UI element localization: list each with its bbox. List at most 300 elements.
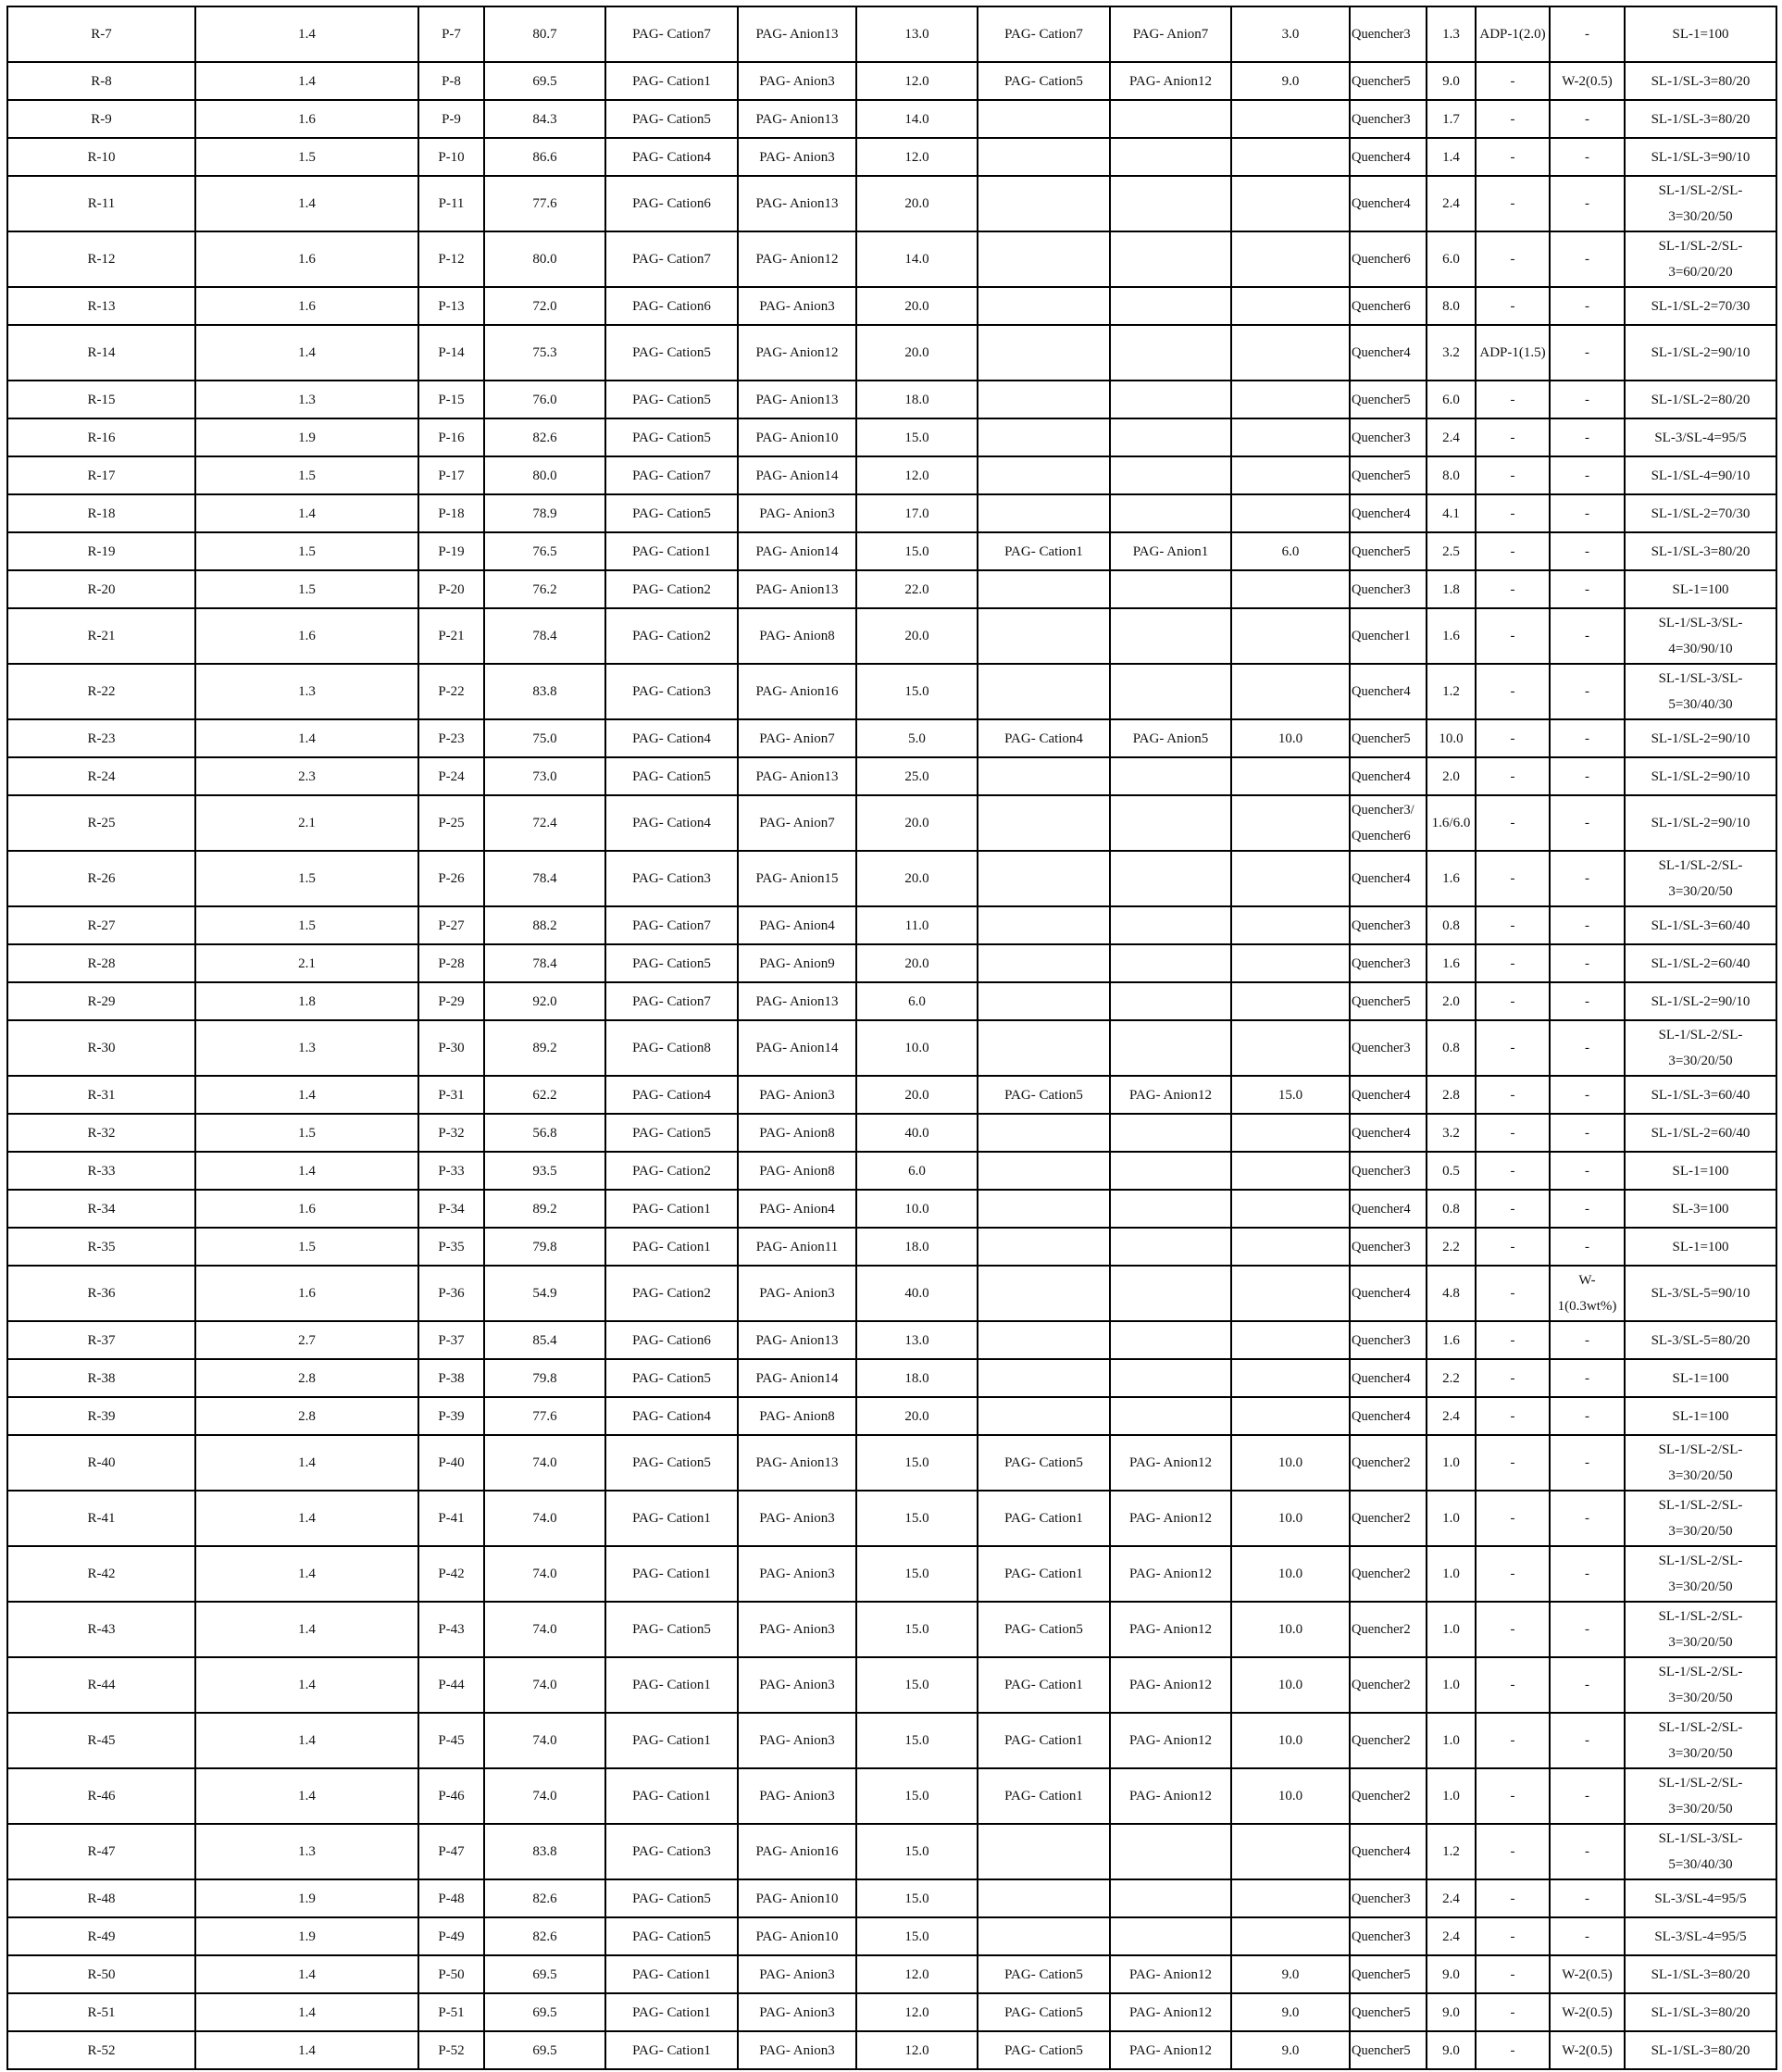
cell-surfactant: - [1550, 795, 1625, 851]
cell-resist-value: 1.4 [195, 1993, 418, 2031]
cell-quencher: Quencher1 [1350, 608, 1427, 664]
cell-pag2-anion [1110, 1917, 1231, 1955]
cell-additive: - [1476, 456, 1550, 494]
cell-resist-id: R-17 [7, 456, 195, 494]
cell-polymer-amount: 76.2 [484, 570, 605, 608]
cell-pag2-anion [1110, 1824, 1231, 1879]
table-body [7, 6, 1776, 2069]
cell-quencher-amount: 1.2 [1427, 1824, 1476, 1879]
cell-pag1-anion: PAG- Anion8 [738, 1114, 856, 1152]
cell-pag2-amount [1231, 418, 1350, 456]
cell-quencher: Quencher2 [1350, 1602, 1427, 1657]
cell-pag1-cation: PAG- Cation1 [605, 1228, 738, 1266]
cell-polymer-id: P-29 [418, 982, 484, 1020]
cell-pag2-anion [1110, 1359, 1231, 1397]
cell-additive: - [1476, 944, 1550, 982]
cell-additive: - [1476, 1020, 1550, 1076]
table-row [7, 1076, 1776, 1114]
cell-solvent-ratio: SL-1=100 [1625, 6, 1776, 62]
cell-pag1-amount: 15.0 [856, 1917, 978, 1955]
cell-solvent-ratio: SL-1/SL-4=90/10 [1625, 456, 1776, 494]
cell-surfactant: - [1550, 418, 1625, 456]
cell-quencher-amount: 1.6/6.0 [1427, 795, 1476, 851]
cell-quencher-amount: 3.2 [1427, 325, 1476, 381]
cell-resist-value: 2.1 [195, 795, 418, 851]
cell-surfactant: - [1550, 1321, 1625, 1359]
cell-polymer-amount: 82.6 [484, 1917, 605, 1955]
cell-resist-id: R-13 [7, 287, 195, 325]
cell-pag1-anion: PAG- Anion3 [738, 1546, 856, 1602]
cell-solvent-ratio: SL-1/SL-3=80/20 [1625, 1955, 1776, 1993]
cell-surfactant: - [1550, 1020, 1625, 1076]
cell-pag1-cation: PAG- Cation2 [605, 1152, 738, 1190]
cell-pag2-anion [1110, 1190, 1231, 1228]
cell-pag1-cation: PAG- Cation1 [605, 1768, 738, 1824]
cell-solvent-ratio: SL-1=100 [1625, 1397, 1776, 1435]
cell-pag2-amount [1231, 1266, 1350, 1321]
cell-quencher-amount: 1.3 [1427, 6, 1476, 62]
cell-quencher: Quencher4 [1350, 325, 1427, 381]
cell-resist-value: 1.4 [195, 1435, 418, 1491]
cell-quencher: Quencher3 [1350, 570, 1427, 608]
cell-pag2-cation [978, 1397, 1110, 1435]
cell-pag1-amount: 15.0 [856, 1768, 978, 1824]
cell-quencher: Quencher5 [1350, 1993, 1427, 2031]
cell-pag2-anion [1110, 100, 1231, 138]
cell-pag1-amount: 12.0 [856, 1955, 978, 1993]
table-row [7, 1602, 1776, 1657]
cell-polymer-id: P-50 [418, 1955, 484, 1993]
cell-polymer-amount: 69.5 [484, 62, 605, 100]
cell-surfactant: - [1550, 138, 1625, 176]
cell-resist-value: 1.4 [195, 2031, 418, 2069]
cell-polymer-amount: 76.0 [484, 381, 605, 418]
cell-pag2-cation [978, 795, 1110, 851]
cell-pag2-cation: PAG- Cation5 [978, 1602, 1110, 1657]
cell-polymer-amount: 92.0 [484, 982, 605, 1020]
cell-pag1-amount: 13.0 [856, 1321, 978, 1359]
cell-quencher: Quencher4 [1350, 494, 1427, 532]
table-row [7, 62, 1776, 100]
cell-pag1-amount: 6.0 [856, 982, 978, 1020]
cell-quencher: Quencher3 [1350, 906, 1427, 944]
cell-pag1-amount: 40.0 [856, 1266, 978, 1321]
cell-surfactant: - [1550, 231, 1625, 287]
cell-pag2-cation [978, 982, 1110, 1020]
cell-resist-id: R-7 [7, 6, 195, 62]
cell-polymer-id: P-47 [418, 1824, 484, 1879]
cell-pag1-anion: PAG- Anion3 [738, 1657, 856, 1713]
cell-resist-id: R-11 [7, 176, 195, 231]
cell-quencher-amount: 1.6 [1427, 944, 1476, 982]
cell-pag1-anion: PAG- Anion3 [738, 62, 856, 100]
cell-polymer-amount: 56.8 [484, 1114, 605, 1152]
cell-resist-id: R-32 [7, 1114, 195, 1152]
cell-pag1-amount: 20.0 [856, 287, 978, 325]
cell-resist-value: 1.4 [195, 1546, 418, 1602]
cell-pag2-anion [1110, 795, 1231, 851]
cell-resist-value: 1.4 [195, 1152, 418, 1190]
cell-pag2-anion [1110, 664, 1231, 719]
cell-resist-value: 1.3 [195, 381, 418, 418]
table-row [7, 982, 1776, 1020]
cell-pag2-cation: PAG- Cation1 [978, 1546, 1110, 1602]
cell-polymer-amount: 89.2 [484, 1020, 605, 1076]
cell-quencher-amount: 1.6 [1427, 608, 1476, 664]
cell-quencher-amount: 2.8 [1427, 1076, 1476, 1114]
cell-polymer-id: P-27 [418, 906, 484, 944]
cell-pag1-cation: PAG- Cation5 [605, 1435, 738, 1491]
cell-polymer-amount: 80.0 [484, 231, 605, 287]
cell-quencher-amount: 2.4 [1427, 1879, 1476, 1917]
cell-additive: - [1476, 851, 1550, 906]
cell-pag2-anion [1110, 944, 1231, 982]
cell-pag1-cation: PAG- Cation7 [605, 231, 738, 287]
cell-resist-value: 1.5 [195, 906, 418, 944]
cell-resist-id: R-51 [7, 1993, 195, 2031]
cell-pag2-cation [978, 757, 1110, 795]
cell-quencher: Quencher5 [1350, 1955, 1427, 1993]
cell-additive: - [1476, 1917, 1550, 1955]
cell-pag1-amount: 15.0 [856, 1657, 978, 1713]
cell-quencher-amount: 1.7 [1427, 100, 1476, 138]
cell-polymer-id: P-51 [418, 1993, 484, 2031]
cell-pag1-cation: PAG- Cation5 [605, 1359, 738, 1397]
cell-pag1-anion: PAG- Anion10 [738, 1917, 856, 1955]
cell-quencher-amount: 1.8 [1427, 570, 1476, 608]
cell-solvent-ratio: SL-1/SL-2=90/10 [1625, 982, 1776, 1020]
cell-pag2-anion [1110, 1879, 1231, 1917]
cell-additive: - [1476, 176, 1550, 231]
cell-pag2-cation: PAG- Cation5 [978, 1435, 1110, 1491]
cell-pag1-amount: 10.0 [856, 1190, 978, 1228]
cell-polymer-id: P-25 [418, 795, 484, 851]
cell-pag1-amount: 12.0 [856, 456, 978, 494]
cell-pag2-cation [978, 176, 1110, 231]
cell-resist-id: R-52 [7, 2031, 195, 2069]
cell-polymer-id: P-34 [418, 1190, 484, 1228]
cell-pag1-cation: PAG- Cation7 [605, 906, 738, 944]
cell-additive: - [1476, 1152, 1550, 1190]
cell-pag1-cation: PAG- Cation4 [605, 719, 738, 757]
cell-polymer-id: P-41 [418, 1491, 484, 1546]
cell-quencher: Quencher4 [1350, 664, 1427, 719]
table-row [7, 570, 1776, 608]
cell-surfactant: W-1(0.3wt%) [1550, 1266, 1625, 1321]
cell-polymer-id: P-46 [418, 1768, 484, 1824]
cell-quencher: Quencher4 [1350, 176, 1427, 231]
cell-pag2-cation [978, 1879, 1110, 1917]
cell-pag2-anion: PAG- Anion12 [1110, 1546, 1231, 1602]
cell-surfactant: - [1550, 1879, 1625, 1917]
table-row [7, 1917, 1776, 1955]
table-row [7, 1435, 1776, 1491]
cell-polymer-amount: 78.4 [484, 944, 605, 982]
cell-pag1-cation: PAG- Cation5 [605, 100, 738, 138]
resist-composition-table [6, 6, 1777, 2070]
cell-pag2-cation: PAG- Cation1 [978, 1491, 1110, 1546]
table-row [7, 608, 1776, 664]
cell-quencher: Quencher3 [1350, 1152, 1427, 1190]
cell-resist-id: R-8 [7, 62, 195, 100]
cell-additive: - [1476, 138, 1550, 176]
cell-pag2-anion [1110, 851, 1231, 906]
cell-additive: - [1476, 1768, 1550, 1824]
table-row [7, 1114, 1776, 1152]
cell-quencher: Quencher4 [1350, 1359, 1427, 1397]
cell-pag1-amount: 20.0 [856, 608, 978, 664]
cell-pag2-anion: PAG- Anion7 [1110, 6, 1231, 62]
cell-polymer-amount: 79.8 [484, 1359, 605, 1397]
cell-quencher: Quencher2 [1350, 1491, 1427, 1546]
cell-pag2-anion: PAG- Anion5 [1110, 719, 1231, 757]
cell-pag2-cation: PAG- Cation1 [978, 1768, 1110, 1824]
table-row [7, 1228, 1776, 1266]
cell-pag1-anion: PAG- Anion8 [738, 608, 856, 664]
cell-resist-value: 1.4 [195, 719, 418, 757]
cell-resist-id: R-26 [7, 851, 195, 906]
cell-quencher-amount: 0.5 [1427, 1152, 1476, 1190]
cell-pag1-anion: PAG- Anion15 [738, 851, 856, 906]
cell-quencher-amount: 2.5 [1427, 532, 1476, 570]
cell-pag2-amount [1231, 287, 1350, 325]
cell-quencher-amount: 1.0 [1427, 1435, 1476, 1491]
cell-resist-id: R-22 [7, 664, 195, 719]
cell-additive: - [1476, 664, 1550, 719]
cell-solvent-ratio: SL-1=100 [1625, 1359, 1776, 1397]
cell-pag1-cation: PAG- Cation1 [605, 1190, 738, 1228]
cell-pag1-amount: 15.0 [856, 1546, 978, 1602]
cell-pag2-cation: PAG- Cation1 [978, 1713, 1110, 1768]
cell-polymer-id: P-16 [418, 418, 484, 456]
cell-polymer-amount: 82.6 [484, 1879, 605, 1917]
cell-pag2-anion [1110, 608, 1231, 664]
cell-polymer-id: P-33 [418, 1152, 484, 1190]
cell-resist-id: R-30 [7, 1020, 195, 1076]
cell-polymer-amount: 74.0 [484, 1768, 605, 1824]
cell-resist-value: 1.4 [195, 1768, 418, 1824]
cell-additive: - [1476, 1228, 1550, 1266]
cell-pag2-amount [1231, 325, 1350, 381]
cell-surfactant: W-2(0.5) [1550, 1955, 1625, 1993]
cell-quencher: Quencher4 [1350, 1266, 1427, 1321]
cell-pag2-cation: PAG- Cation5 [978, 62, 1110, 100]
table-row [7, 176, 1776, 231]
cell-pag1-anion: PAG- Anion16 [738, 664, 856, 719]
cell-pag2-cation: PAG- Cation4 [978, 719, 1110, 757]
cell-pag1-cation: PAG- Cation1 [605, 1657, 738, 1713]
table-row [7, 906, 1776, 944]
cell-additive: - [1476, 1713, 1550, 1768]
cell-surfactant: - [1550, 1228, 1625, 1266]
cell-pag1-amount: 20.0 [856, 1076, 978, 1114]
cell-pag1-amount: 18.0 [856, 381, 978, 418]
cell-polymer-id: P-10 [418, 138, 484, 176]
cell-pag1-cation: PAG- Cation7 [605, 982, 738, 1020]
cell-solvent-ratio: SL-1/SL-2=70/30 [1625, 494, 1776, 532]
cell-quencher-amount: 2.4 [1427, 1917, 1476, 1955]
cell-resist-id: R-10 [7, 138, 195, 176]
cell-resist-value: 2.7 [195, 1321, 418, 1359]
cell-polymer-id: P-20 [418, 570, 484, 608]
cell-quencher: Quencher6 [1350, 231, 1427, 287]
cell-pag2-anion: PAG- Anion12 [1110, 62, 1231, 100]
cell-quencher-amount: 2.4 [1427, 418, 1476, 456]
cell-polymer-amount: 83.8 [484, 1824, 605, 1879]
cell-pag1-amount: 12.0 [856, 1993, 978, 2031]
cell-pag1-amount: 15.0 [856, 1824, 978, 1879]
cell-additive: - [1476, 1879, 1550, 1917]
cell-pag1-anion: PAG- Anion12 [738, 325, 856, 381]
cell-pag2-anion [1110, 381, 1231, 418]
cell-polymer-id: P-38 [418, 1359, 484, 1397]
cell-quencher-amount: 1.6 [1427, 1321, 1476, 1359]
cell-additive: - [1476, 1321, 1550, 1359]
cell-resist-value: 2.1 [195, 944, 418, 982]
cell-solvent-ratio: SL-1/SL-3=60/40 [1625, 1076, 1776, 1114]
cell-solvent-ratio: SL-1/SL-2/SL-3=30/20/50 [1625, 1713, 1776, 1768]
cell-solvent-ratio: SL-1/SL-2=90/10 [1625, 795, 1776, 851]
cell-pag2-amount [1231, 100, 1350, 138]
cell-solvent-ratio: SL-1/SL-2/SL-3=30/20/50 [1625, 1602, 1776, 1657]
cell-polymer-amount: 89.2 [484, 1190, 605, 1228]
cell-pag2-amount [1231, 1917, 1350, 1955]
table-row [7, 1321, 1776, 1359]
cell-pag1-amount: 20.0 [856, 851, 978, 906]
table-row [7, 664, 1776, 719]
cell-pag1-amount: 13.0 [856, 6, 978, 62]
cell-pag1-anion: PAG- Anion10 [738, 1879, 856, 1917]
cell-surfactant: - [1550, 570, 1625, 608]
cell-pag2-amount: 10.0 [1231, 719, 1350, 757]
cell-resist-value: 1.5 [195, 570, 418, 608]
cell-pag2-amount [1231, 1824, 1350, 1879]
cell-resist-id: R-47 [7, 1824, 195, 1879]
cell-pag1-anion: PAG- Anion7 [738, 795, 856, 851]
cell-pag2-amount: 9.0 [1231, 62, 1350, 100]
cell-pag2-amount [1231, 570, 1350, 608]
cell-pag1-anion: PAG- Anion3 [738, 1768, 856, 1824]
cell-pag2-anion: PAG- Anion12 [1110, 1602, 1231, 1657]
cell-pag2-amount [1231, 1359, 1350, 1397]
cell-pag2-amount: 9.0 [1231, 2031, 1350, 2069]
cell-pag1-cation: PAG- Cation1 [605, 62, 738, 100]
table-row [7, 494, 1776, 532]
cell-polymer-id: P-11 [418, 176, 484, 231]
cell-polymer-id: P-17 [418, 456, 484, 494]
cell-resist-value: 1.5 [195, 1114, 418, 1152]
cell-pag1-cation: PAG- Cation4 [605, 1397, 738, 1435]
cell-pag1-amount: 18.0 [856, 1359, 978, 1397]
cell-pag1-anion: PAG- Anion13 [738, 100, 856, 138]
cell-pag1-anion: PAG- Anion11 [738, 1228, 856, 1266]
cell-resist-value: 1.9 [195, 1917, 418, 1955]
cell-pag1-cation: PAG- Cation5 [605, 1879, 738, 1917]
cell-quencher-amount: 10.0 [1427, 719, 1476, 757]
cell-pag2-amount [1231, 231, 1350, 287]
cell-resist-id: R-40 [7, 1435, 195, 1491]
cell-pag2-cation [978, 1228, 1110, 1266]
cell-quencher-amount: 0.8 [1427, 906, 1476, 944]
cell-pag2-cation [978, 287, 1110, 325]
cell-quencher-amount: 3.2 [1427, 1114, 1476, 1152]
cell-pag1-anion: PAG- Anion7 [738, 719, 856, 757]
cell-quencher-amount: 4.1 [1427, 494, 1476, 532]
cell-solvent-ratio: SL-1/SL-2=90/10 [1625, 325, 1776, 381]
cell-surfactant: - [1550, 381, 1625, 418]
cell-polymer-amount: 69.5 [484, 2031, 605, 2069]
cell-quencher: Quencher2 [1350, 1713, 1427, 1768]
cell-surfactant: - [1550, 176, 1625, 231]
cell-pag1-anion: PAG- Anion3 [738, 2031, 856, 2069]
cell-pag2-amount [1231, 1190, 1350, 1228]
cell-pag1-anion: PAG- Anion13 [738, 381, 856, 418]
table-row [7, 287, 1776, 325]
cell-resist-id: R-39 [7, 1397, 195, 1435]
cell-pag1-cation: PAG- Cation1 [605, 2031, 738, 2069]
cell-pag1-cation: PAG- Cation7 [605, 456, 738, 494]
cell-pag2-anion [1110, 287, 1231, 325]
cell-quencher: Quencher3 [1350, 944, 1427, 982]
cell-resist-value: 1.8 [195, 982, 418, 1020]
cell-quencher-amount: 1.4 [1427, 138, 1476, 176]
cell-quencher-amount: 1.6 [1427, 851, 1476, 906]
cell-resist-id: R-38 [7, 1359, 195, 1397]
table-row [7, 381, 1776, 418]
cell-additive: - [1476, 532, 1550, 570]
cell-additive: - [1476, 1491, 1550, 1546]
table-row [7, 1152, 1776, 1190]
cell-additive: - [1476, 1076, 1550, 1114]
cell-polymer-amount: 72.0 [484, 287, 605, 325]
table-row [7, 231, 1776, 287]
cell-pag2-cation: PAG- Cation1 [978, 1657, 1110, 1713]
cell-polymer-amount: 69.5 [484, 1993, 605, 2031]
cell-pag2-anion [1110, 418, 1231, 456]
cell-quencher: Quencher2 [1350, 1546, 1427, 1602]
cell-resist-value: 1.4 [195, 176, 418, 231]
cell-pag2-cation: PAG- Cation7 [978, 6, 1110, 62]
cell-quencher-amount: 6.0 [1427, 381, 1476, 418]
cell-resist-value: 1.4 [195, 1955, 418, 1993]
cell-solvent-ratio: SL-1=100 [1625, 570, 1776, 608]
cell-additive: - [1476, 570, 1550, 608]
cell-pag2-anion [1110, 1152, 1231, 1190]
cell-polymer-amount: 80.0 [484, 456, 605, 494]
cell-pag2-anion [1110, 456, 1231, 494]
cell-pag2-amount [1231, 795, 1350, 851]
cell-resist-value: 1.4 [195, 1657, 418, 1713]
cell-polymer-id: P-28 [418, 944, 484, 982]
cell-additive: ADP-1(2.0) [1476, 6, 1550, 62]
cell-pag2-anion [1110, 1321, 1231, 1359]
cell-surfactant: - [1550, 1491, 1625, 1546]
cell-pag1-amount: 15.0 [856, 1713, 978, 1768]
cell-solvent-ratio: SL-3/SL-4=95/5 [1625, 1879, 1776, 1917]
cell-additive: - [1476, 719, 1550, 757]
cell-surfactant: - [1550, 494, 1625, 532]
cell-polymer-amount: 72.4 [484, 795, 605, 851]
cell-surfactant: - [1550, 1435, 1625, 1491]
table-row [7, 795, 1776, 851]
cell-pag1-cation: PAG- Cation5 [605, 494, 738, 532]
cell-solvent-ratio: SL-3/SL-5=80/20 [1625, 1321, 1776, 1359]
cell-pag1-amount: 10.0 [856, 1020, 978, 1076]
cell-resist-value: 1.9 [195, 1879, 418, 1917]
cell-pag2-amount [1231, 1152, 1350, 1190]
cell-pag1-amount: 20.0 [856, 795, 978, 851]
cell-resist-value: 1.6 [195, 608, 418, 664]
